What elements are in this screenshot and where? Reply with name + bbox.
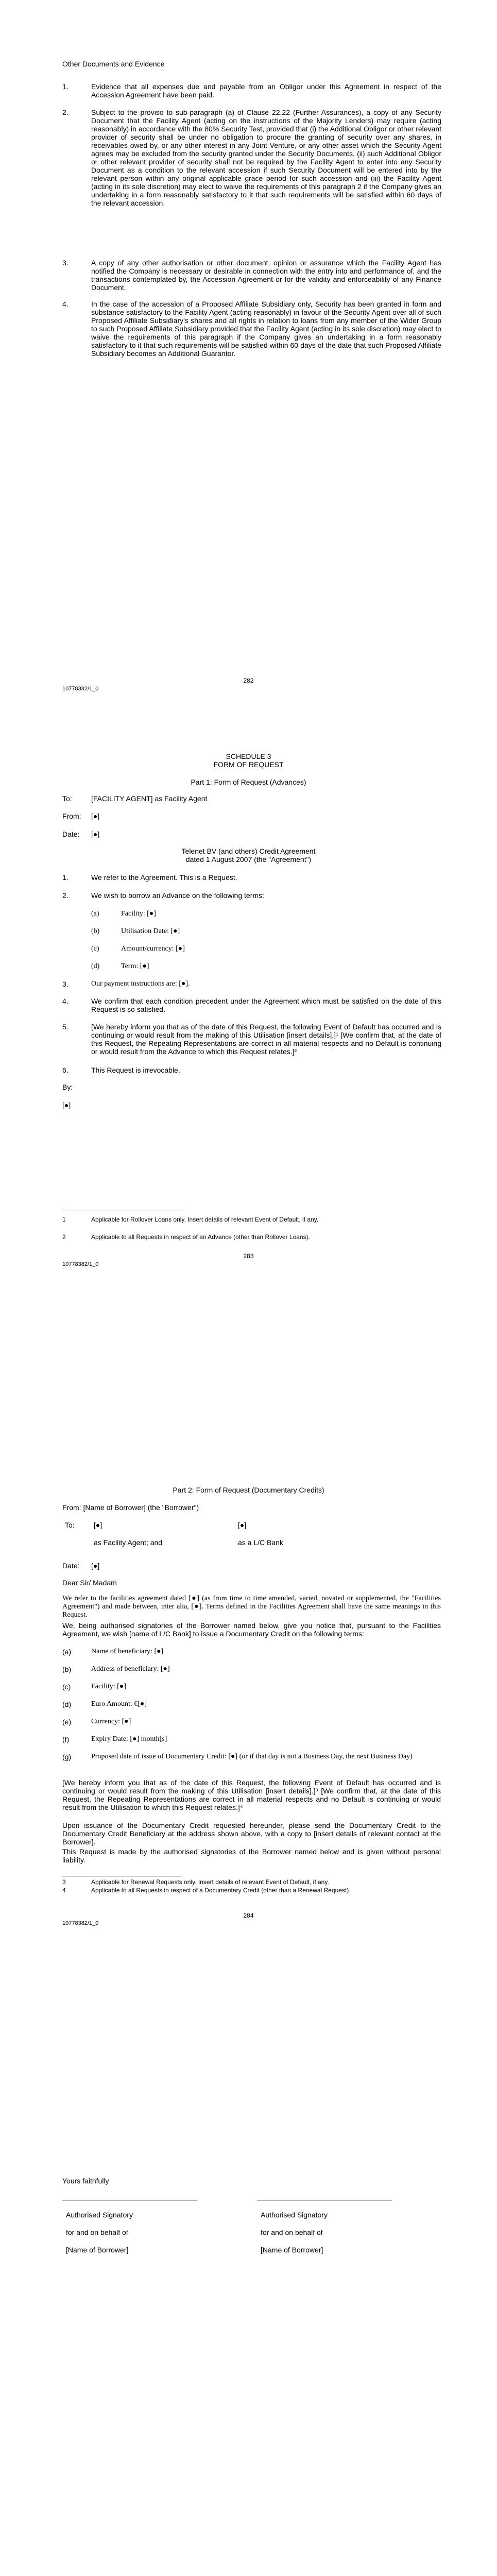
item-number: 3. (62, 980, 68, 988)
signature-line-left (62, 2200, 197, 2201)
list-item: Our payment instructions are: [●]. (91, 980, 190, 988)
item-number: 2. (62, 108, 68, 116)
term-item: Facility: [●] (91, 1683, 126, 1690)
item-number: 4. (62, 997, 68, 1005)
page-number: 282 (243, 677, 254, 684)
agreement-date: dated 1 August 2007 (the "Agreement") (185, 855, 312, 863)
subitem-number: (b) (91, 927, 100, 935)
by-value: [●] (62, 1101, 71, 1109)
list-item: This Request is irrevocable. (91, 1066, 180, 1074)
date-value: [●] (91, 1562, 100, 1570)
list-item: A copy of any other authorisation or other document, opinion or assurance which the Facility Agent has notified the Company is necessary or desirable in connection with the entry into and performance of, and the transactions contemplated by, the Accession Agreement or for the validity and enforceability of any Finance Document. (91, 259, 441, 292)
term-item: Address of beneficiary: [●] (91, 1665, 170, 1673)
list-item: Evidence that all expenses due and payable from an Obligor under this Agreement in respect of the Accession Agreement have been paid. (91, 82, 441, 99)
section-heading: Other Documents and Evidence (62, 60, 165, 68)
part-title: Part 1: Form of Request (Advances) (191, 778, 306, 786)
to-label: To: (65, 1521, 75, 1529)
subitem-number: (a) (91, 910, 99, 918)
list-item: We confirm that each condition precedent under the Agreement which must be satisfied on the date of this Request is so satisfied. (91, 997, 441, 1013)
term-item: Name of beneficiary: [●] (91, 1648, 164, 1655)
subitem-number: (d) (91, 962, 100, 970)
item-number: 3. (62, 259, 68, 267)
document-reference: 10778382/1_0 (62, 686, 99, 692)
form-title: FORM OF REQUEST (213, 760, 284, 769)
footnote-text: Applicable for Rollover Loans only. Insert details of relevant Event of Default, if any. (91, 1216, 319, 1223)
list-item: In the case of the accession of a Proposed Affiliate Subsidiary only, Security has been granted in form and substance satisfactory to the Facility Agent (acting reasonably) in favour of the Security Agent over all of such Proposed Affiliate Subsidiary's shares and all rights in relation to loans from any member of the Wider Group to such Proposed Affiliate Subsidiary provided that the Facility Agent (acting in its sole discretion) may elect to waive the requirements of this paragraph if the Company gives an undertaking in a form reasonably satisfactory to it that such requirements will be satisfied within 60 days of the date that such Proposed Affiliate Subsidiary becomes an Additional Guarantor. (91, 300, 441, 358)
default-paragraph: [We hereby inform you that as of the date of this Request, the following Event of Default has occurred and is continuing or would result from the making of this Utilisation [insert details].]³ [We confirm that, at the date of this Request, the Repeating Representations are correct in all material respects and no Default is continuing or would result from the Utilisation to which this Request relates.]⁴ (62, 1778, 441, 1811)
footnote-text: Applicable to all Requests in respect of a Documentary Credit (other than a Renewal Request). (91, 1887, 351, 1894)
subitem: Utilisation Date: [●] (121, 927, 180, 935)
to-agent: [●] (94, 1521, 102, 1529)
term-number: (c) (62, 1683, 71, 1691)
agreement-title: Telenet BV (and others) Credit Agreement (181, 847, 316, 855)
document-reference: 10778382/1_0 (62, 1261, 99, 1267)
to-bank: [●] (238, 1521, 247, 1529)
term-number: (f) (62, 1735, 70, 1743)
term-number: (b) (62, 1665, 72, 1673)
signed-paragraph: This Request is made by the authorised signatories of the Borrower named below and is given without personal liability. (62, 1848, 441, 1864)
to-value: [FACILITY AGENT] as Facility Agent (91, 794, 208, 803)
item-number: 6. (62, 1066, 68, 1074)
footnote-mark: 3 (62, 1878, 66, 1886)
issuance-paragraph: Upon issuance of the Documentary Credit requested hereunder, please send the Documentary Credit to the Documentary Credit Beneficiary at the address shown above, with a copy to [insert details of relevant contact at the Borrower]. (62, 1821, 441, 1846)
term-item: Currency: [●] (91, 1718, 131, 1725)
item-number: 2. (62, 891, 68, 900)
sig-left-behalf: for and on behalf of (66, 2228, 128, 2236)
list-item: We refer to the Agreement. This is a Request. (91, 873, 237, 882)
subitem-number: (c) (91, 945, 99, 953)
subitem: Term: [●] (121, 962, 149, 970)
term-item: Expiry Date: [●] month[s] (91, 1735, 167, 1743)
date-label: Date: (62, 1562, 80, 1570)
page-number: 283 (243, 1252, 254, 1260)
signature-line-right (257, 2200, 392, 2201)
from-label: From: (62, 812, 81, 820)
item-number: 1. (62, 82, 68, 91)
page-283 (0, 696, 497, 1417)
closing-phrase: Yours faithfully (62, 2177, 109, 2185)
term-item: Proposed date of issue of Documentary Credit: [●] (or if that day is not a Business Day, the next Business Day) (91, 1753, 413, 1760)
to-bank-role: as a L/C Bank (238, 1538, 283, 1547)
document-reference: 10778382/1_0 (62, 1920, 99, 1926)
authorised-paragraph: We, being authorised signatories of the Borrower named below, give you notice that, pursuant to the Facilities Agreement, we wish [name of L/C Bank] to issue a Documentary Credit on the following terms: (62, 1621, 441, 1638)
list-item: [We hereby inform you that as of the date of this Request, the following Event of Default has occurred and is continuing or would result from the making of this Utilisation [insert details].]¹ [We confirm that, at the date of this Request, the Repeating Representations are correct in all material respects and no Default is continuing or would result from the Advance to which this Request relates.]² (91, 1023, 441, 1056)
footnote-text: Applicable for Renewal Requests only. Insert details of relevant Event of Default, if any. (91, 1878, 329, 1886)
sig-right-behalf: for and on behalf of (261, 2228, 323, 2236)
salutation: Dear Sir/ Madam (62, 1579, 117, 1587)
footnote-mark: 1 (62, 1216, 66, 1223)
from-line: From: [Name of Borrower] (the "Borrower") (62, 1503, 199, 1512)
intro-paragraph: We refer to the facilities agreement dated [●] (as from time to time amended, varied, novated or supplemented, the "Facilities Agreement") and made between, inter alia, [●]. Terms defined in the Facilities Agreement shall have the same meanings in this Request. (62, 1595, 441, 1619)
footnote-mark: 4 (62, 1887, 66, 1894)
term-number: (a) (62, 1648, 72, 1656)
term-item: Euro Amount: €[●] (91, 1700, 147, 1708)
list-item: Subject to the proviso to sub-paragraph (a) of Clause 22.22 (Further Assurances), a copy of any Security Document that the Facility Agent (acting on the instructions of the Majority Lenders) may require (acting reasonably) in accordance with the 80% Security Test, provided that (i) the Additional Obligor or other relevant provider of security shall be under no obligation to procure the granting of security over any shares, in receivables owed by, or any other interest in any Joint Venture, or any other asset which the Security Agent agrees may be excluded from the security granted under the Security Documents, (ii) such Additional Obligor or other relevant provider of security shall not be required by the Facility Agent to enter into any Security Document as a condition to the relevant accession if such Security Document will be entered into by the relevant person within any original applicable grace period for such accession and (iii) the Facility Agent (acting in its sole discretion) may elect to waive the requirements of this paragraph 2 if the Company gives an undertaking in a form reasonably satisfactory to it that such requirements will be satisfied within 60 days of the relevant accession. (91, 108, 441, 207)
sig-right-title: Authorised Signatory (261, 2211, 328, 2219)
page-282 (0, 0, 497, 696)
sig-right-name: [Name of Borrower] (261, 2246, 323, 2254)
item-number: 5. (62, 1023, 68, 1031)
sig-left-name: [Name of Borrower] (66, 2246, 129, 2254)
item-number: 4. (62, 300, 68, 308)
from-value: [●] (91, 812, 100, 820)
sig-left-title: Authorised Signatory (66, 2211, 133, 2219)
to-agent-role: as Facility Agent; and (94, 1538, 163, 1547)
term-number: (g) (62, 1753, 72, 1761)
footnote-mark: 2 (62, 1233, 66, 1241)
by-label: By: (62, 1083, 73, 1091)
date-label: Date: (62, 830, 80, 838)
footnote-text: Applicable to all Requests in respect of an Advance (other than Rollover Loans). (91, 1233, 310, 1241)
page-number: 284 (243, 1912, 254, 1919)
part-title: Part 2: Form of Request (Documentary Credits) (173, 1486, 324, 1494)
subitem: Facility: [●] (121, 910, 156, 918)
term-number: (d) (62, 1700, 72, 1708)
subitem: Amount/currency: [●] (121, 945, 185, 953)
page-285 (0, 2112, 497, 2576)
term-number: (e) (62, 1718, 72, 1726)
schedule-title: SCHEDULE 3 (226, 752, 271, 760)
to-label: To: (62, 794, 72, 803)
page-284 (0, 1417, 497, 2112)
item-number: 1. (62, 873, 68, 882)
date-value: [●] (91, 830, 100, 838)
list-item: We wish to borrow an Advance on the following terms: (91, 891, 264, 900)
